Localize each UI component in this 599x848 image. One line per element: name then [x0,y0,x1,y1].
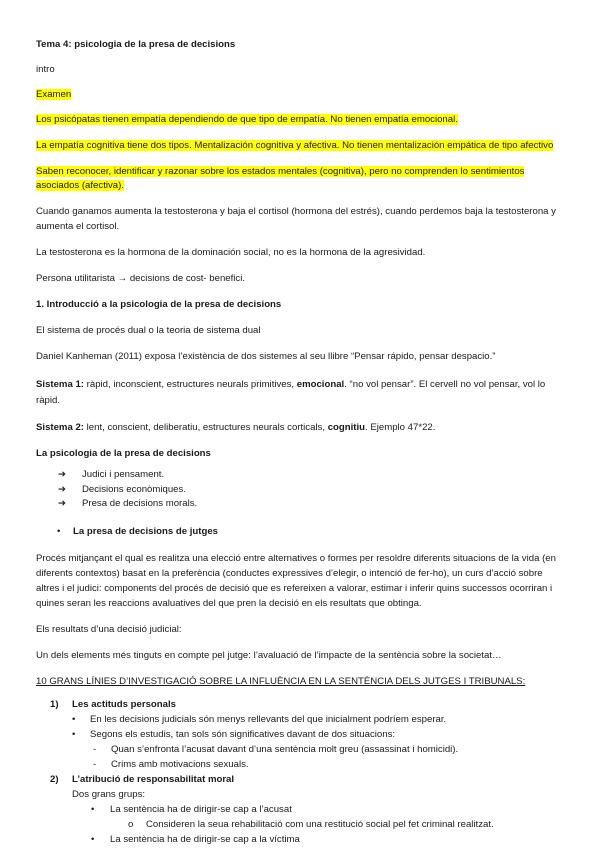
testosterone-paragraph: La testosterona es la hormona de la dominación social, no es la hormona de la agresividad. [36,247,426,258]
circle-bullet-icon: o [128,819,134,831]
dash-icon: - [93,759,97,771]
list-item: o Consideren la seua rehabilitació com una restitució social pel fet criminal realitzat. [128,819,494,831]
judicial-results: Els resultats d’una decisió judicial: [36,624,182,636]
groups-label: Dos grans grups: [72,789,146,801]
cortisol-paragraph: Cuando ganamos aumenta la testosterona y baja el cortisol (hormona del estrés), cuando perdemos baja la testosterona y aumenta el cortisol. [36,206,556,232]
intro-label: intro [36,64,55,75]
bullet-icon: • [57,525,61,537]
research-lines-title: 10 GRANS LÍNIES D’INVESTIGACIÓ SOBRE LA INFLUÈNCIA EN LA SENTÈNCIA DELS JUTGES I TRIBUNALS: [36,676,526,688]
dash-icon: - [93,744,97,756]
list-item: - Quan s’enfronta l’acusat davant d’una sentència molt greu (assassinat i homicidi). [93,744,459,756]
arrow-right-icon: ➔ [58,469,67,480]
document-title: Tema 4: psicologia de la presa de decisions [36,39,236,50]
arrow-right-icon: ➔ [58,498,67,509]
judges-heading: La presa de decisions de jutges [73,525,219,537]
judge-impact: Un dels elements més tinguts en compte pel jutge: l’avaluació de l’impacte de la sentència sobre la societat… [36,650,502,662]
line-item-2: 2) L’atribució de responsabilitat moral [50,774,235,786]
list-item: ➔ Decisions econòmiques. [58,483,563,498]
kahneman-paragraph: Daniel Kanheman (2011) exposa l’existència de dos sistemes al seu llibre “Pensar rápido, pensar despacio.” [36,351,496,362]
system-2-paragraph: Sistema 2: lent, conscient, deliberatiu, estructures neurals corticals, cognitiu. Ejemplo 47*22. [36,422,436,433]
list-item: • La sentència ha de dirigir-se cap a l’acusat [91,804,292,816]
utilitarian-paragraph: Persona utilitarista → decisions de cost- benefici. [36,273,246,284]
research-lines-list [36,697,563,847]
exam-label: Examen [36,89,72,100]
section-1-heading: 1. Introducció a la psicologia de la presa de decisions [36,299,282,310]
list-item: • Segons els estudis, tan sols són significatives davant de dos situacions: [72,729,396,741]
arrow-right-icon: ➔ [58,483,67,495]
list-item: • En les decisions judicials són menys rellevants del que inicialment podríem esperar. [72,714,447,726]
dual-system-subtitle: El sistema de procés dual o la teoria de sistema dual [36,325,261,336]
bullet-icon: • [91,834,95,846]
list-item: • La sentència ha de dirigir-se cap a la víctima [91,834,300,846]
document-page [36,38,563,847]
judges-heading-row [36,524,563,539]
system-1-paragraph: Sistema 1: ràpid, inconscient, estructures neurals primitives, emocional. “no vol pensar”. El cervell no vol pensar, vol lo ràpid. [36,379,546,406]
list-item: - Crims amb motivacions sexuals. [93,759,249,771]
bullet-icon: • [91,804,95,816]
list-item: ➔ Judici i pensament. [58,468,563,483]
judges-definition: Procés mitjançant el qual es realitza una elecció entre alternatives o formes per resoldre diferents situacions de la vida (en diferents contextos) basat en la preferència (conductes expressives d’elegir, o intenció de fer-ho), un curs d’acció sobre altres i el judici: components del procés de decisió que es refereixen a valorar, estimar i inferir quins successos ocorriran i quines seran les reaccions avaluatives del que pren la decisió en els resultats que obtinga. [36,552,556,610]
bullet-icon: • [72,729,76,741]
exam-paragraph-3: Saben reconocer, identificar y razonar sobre los estados mentales (cognitiva), pero no comprenden lo sentimientos asociados (afectiva). [36,166,525,191]
exam-paragraph-1: Los psicópatas tienen empatía dependiendo de que tipo de empatía. No tienen empatía emocional. [36,114,458,125]
psychology-heading: La psicologia de la presa de decisions [36,448,211,459]
exam-paragraph-2: La empatía cognitiva tiene dos tipos. Mentalización cognitiva y afectiva. No tienen mentalización empática de tipo afectivo [36,140,554,151]
list-item: ➔ Presa de decisions morals. [58,497,563,512]
bullet-icon: • [72,714,76,726]
psychology-list [36,468,563,512]
line-item-1: 1) Les actituds personals [50,699,176,711]
